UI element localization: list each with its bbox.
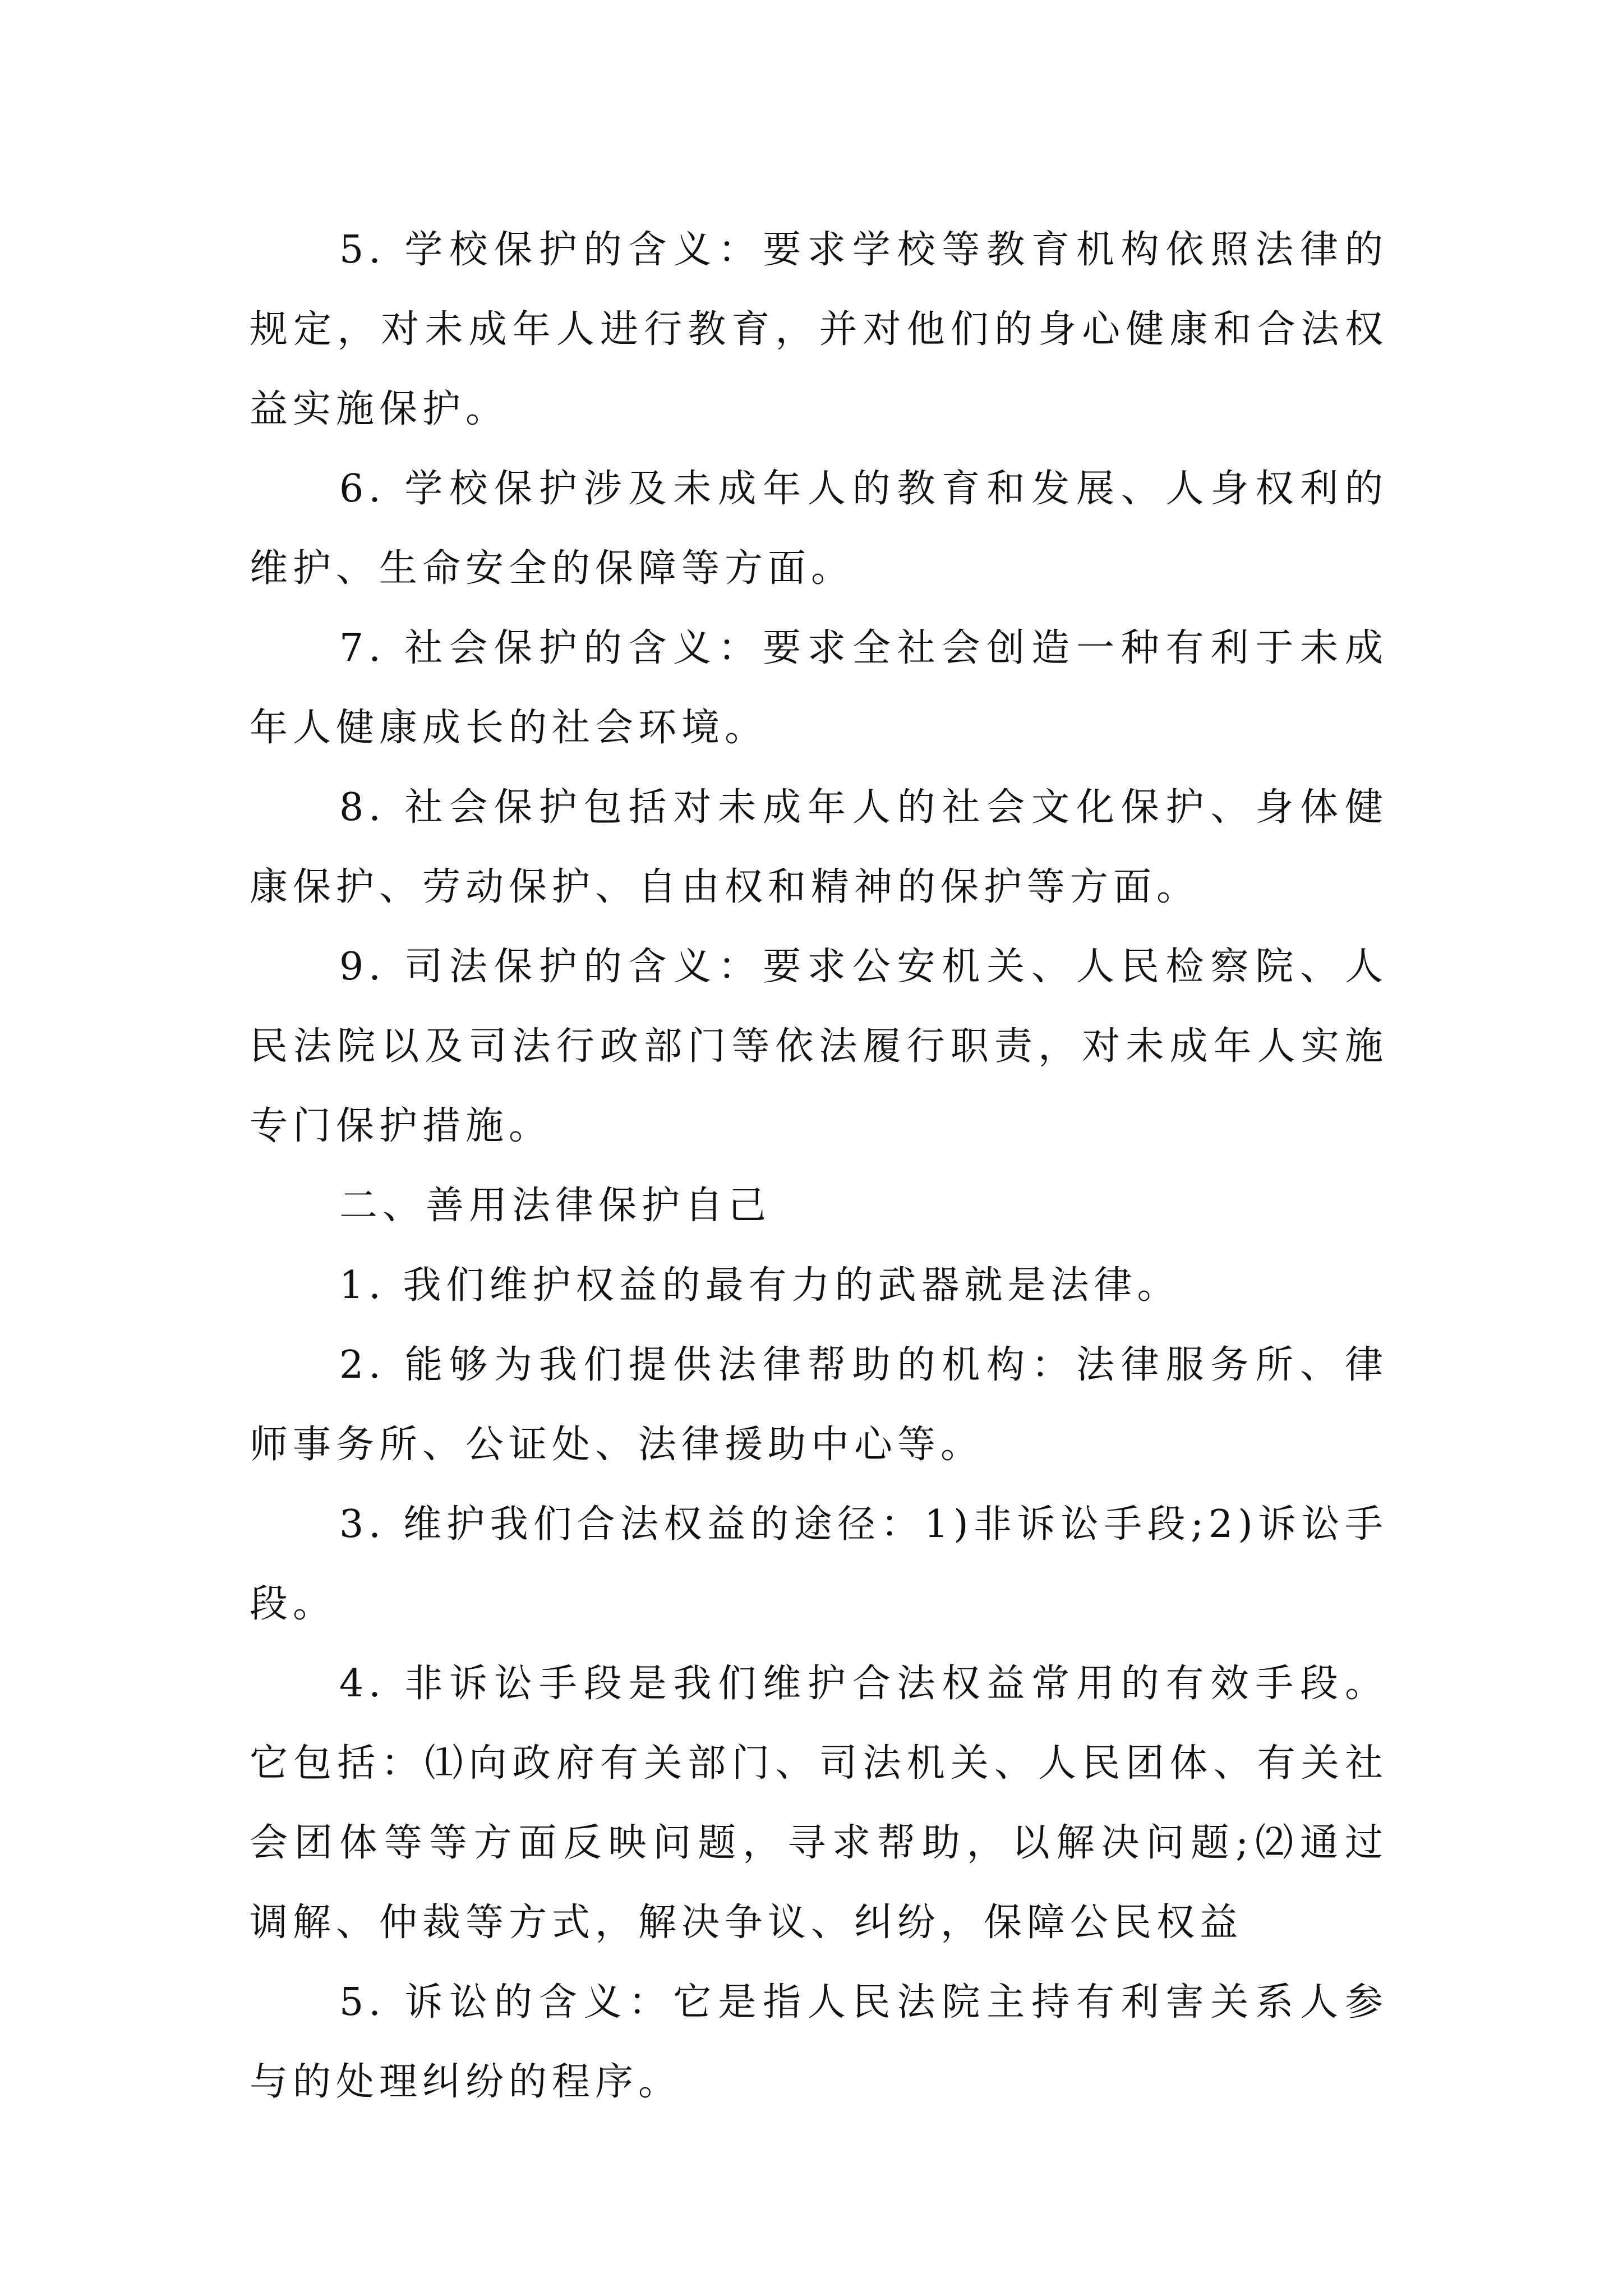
paragraph-law-as-weapon: 1. 我们维护权益的最有力的武器就是法律。 <box>339 1263 1181 1308</box>
paragraph-judicial-protection-definition: 9. 司法保护的含义：要求公安机关、人民检察院、人民法院以及司法行政部门等依法履行职责，对未成年人实施专门保护措施。 <box>250 945 1388 1148</box>
paragraph-social-protection-scope: 8. 社会保护包括对未成年人的社会文化保护、身体健康保护、劳动保护、自由权和精神的保护等方面。 <box>250 785 1388 909</box>
paragraph-non-litigation-means: 4. 非诉讼手段是我们维护合法权益常用的有效手段。它包括：⑴向政府有关部门、司法机关、人民团体、有关社会团体等等方面反映问题，寻求帮助，以解决问题;⑵通过调解、仲裁等方式，解决争议、纠纷，保障公民权益 <box>250 1662 1388 1945</box>
paragraph-rights-channels: 3. 维护我们合法权益的途径：1)非诉讼手段;2)诉讼手段。 <box>250 1502 1388 1626</box>
paragraph-legal-aid-institutions: 2. 能够为我们提供法律帮助的机构：法律服务所、律师事务所、公证处、法律援助中心等。 <box>250 1343 1388 1467</box>
section-heading-use-law: 二、善用法律保护自己 <box>339 1184 772 1228</box>
paragraph-school-protection-scope: 6. 学校保护涉及未成年人的教育和发展、人身权利的维护、生命安全的保障等方面。 <box>250 467 1388 591</box>
paragraph-school-protection-definition: 5. 学校保护的含义：要求学校等教育机构依照法律的规定，对未成年人进行教育，并对他们的身心健康和合法权益实施保护。 <box>250 228 1388 431</box>
paragraph-social-protection-definition: 7. 社会保护的含义：要求全社会创造一种有利于未成年人健康成长的社会环境。 <box>250 626 1388 750</box>
document-body <box>250 210 1388 2122</box>
paragraph-litigation-definition: 5. 诉讼的含义：它是指人民法院主持有利害关系人参与的处理纠纷的程序。 <box>250 1980 1388 2104</box>
